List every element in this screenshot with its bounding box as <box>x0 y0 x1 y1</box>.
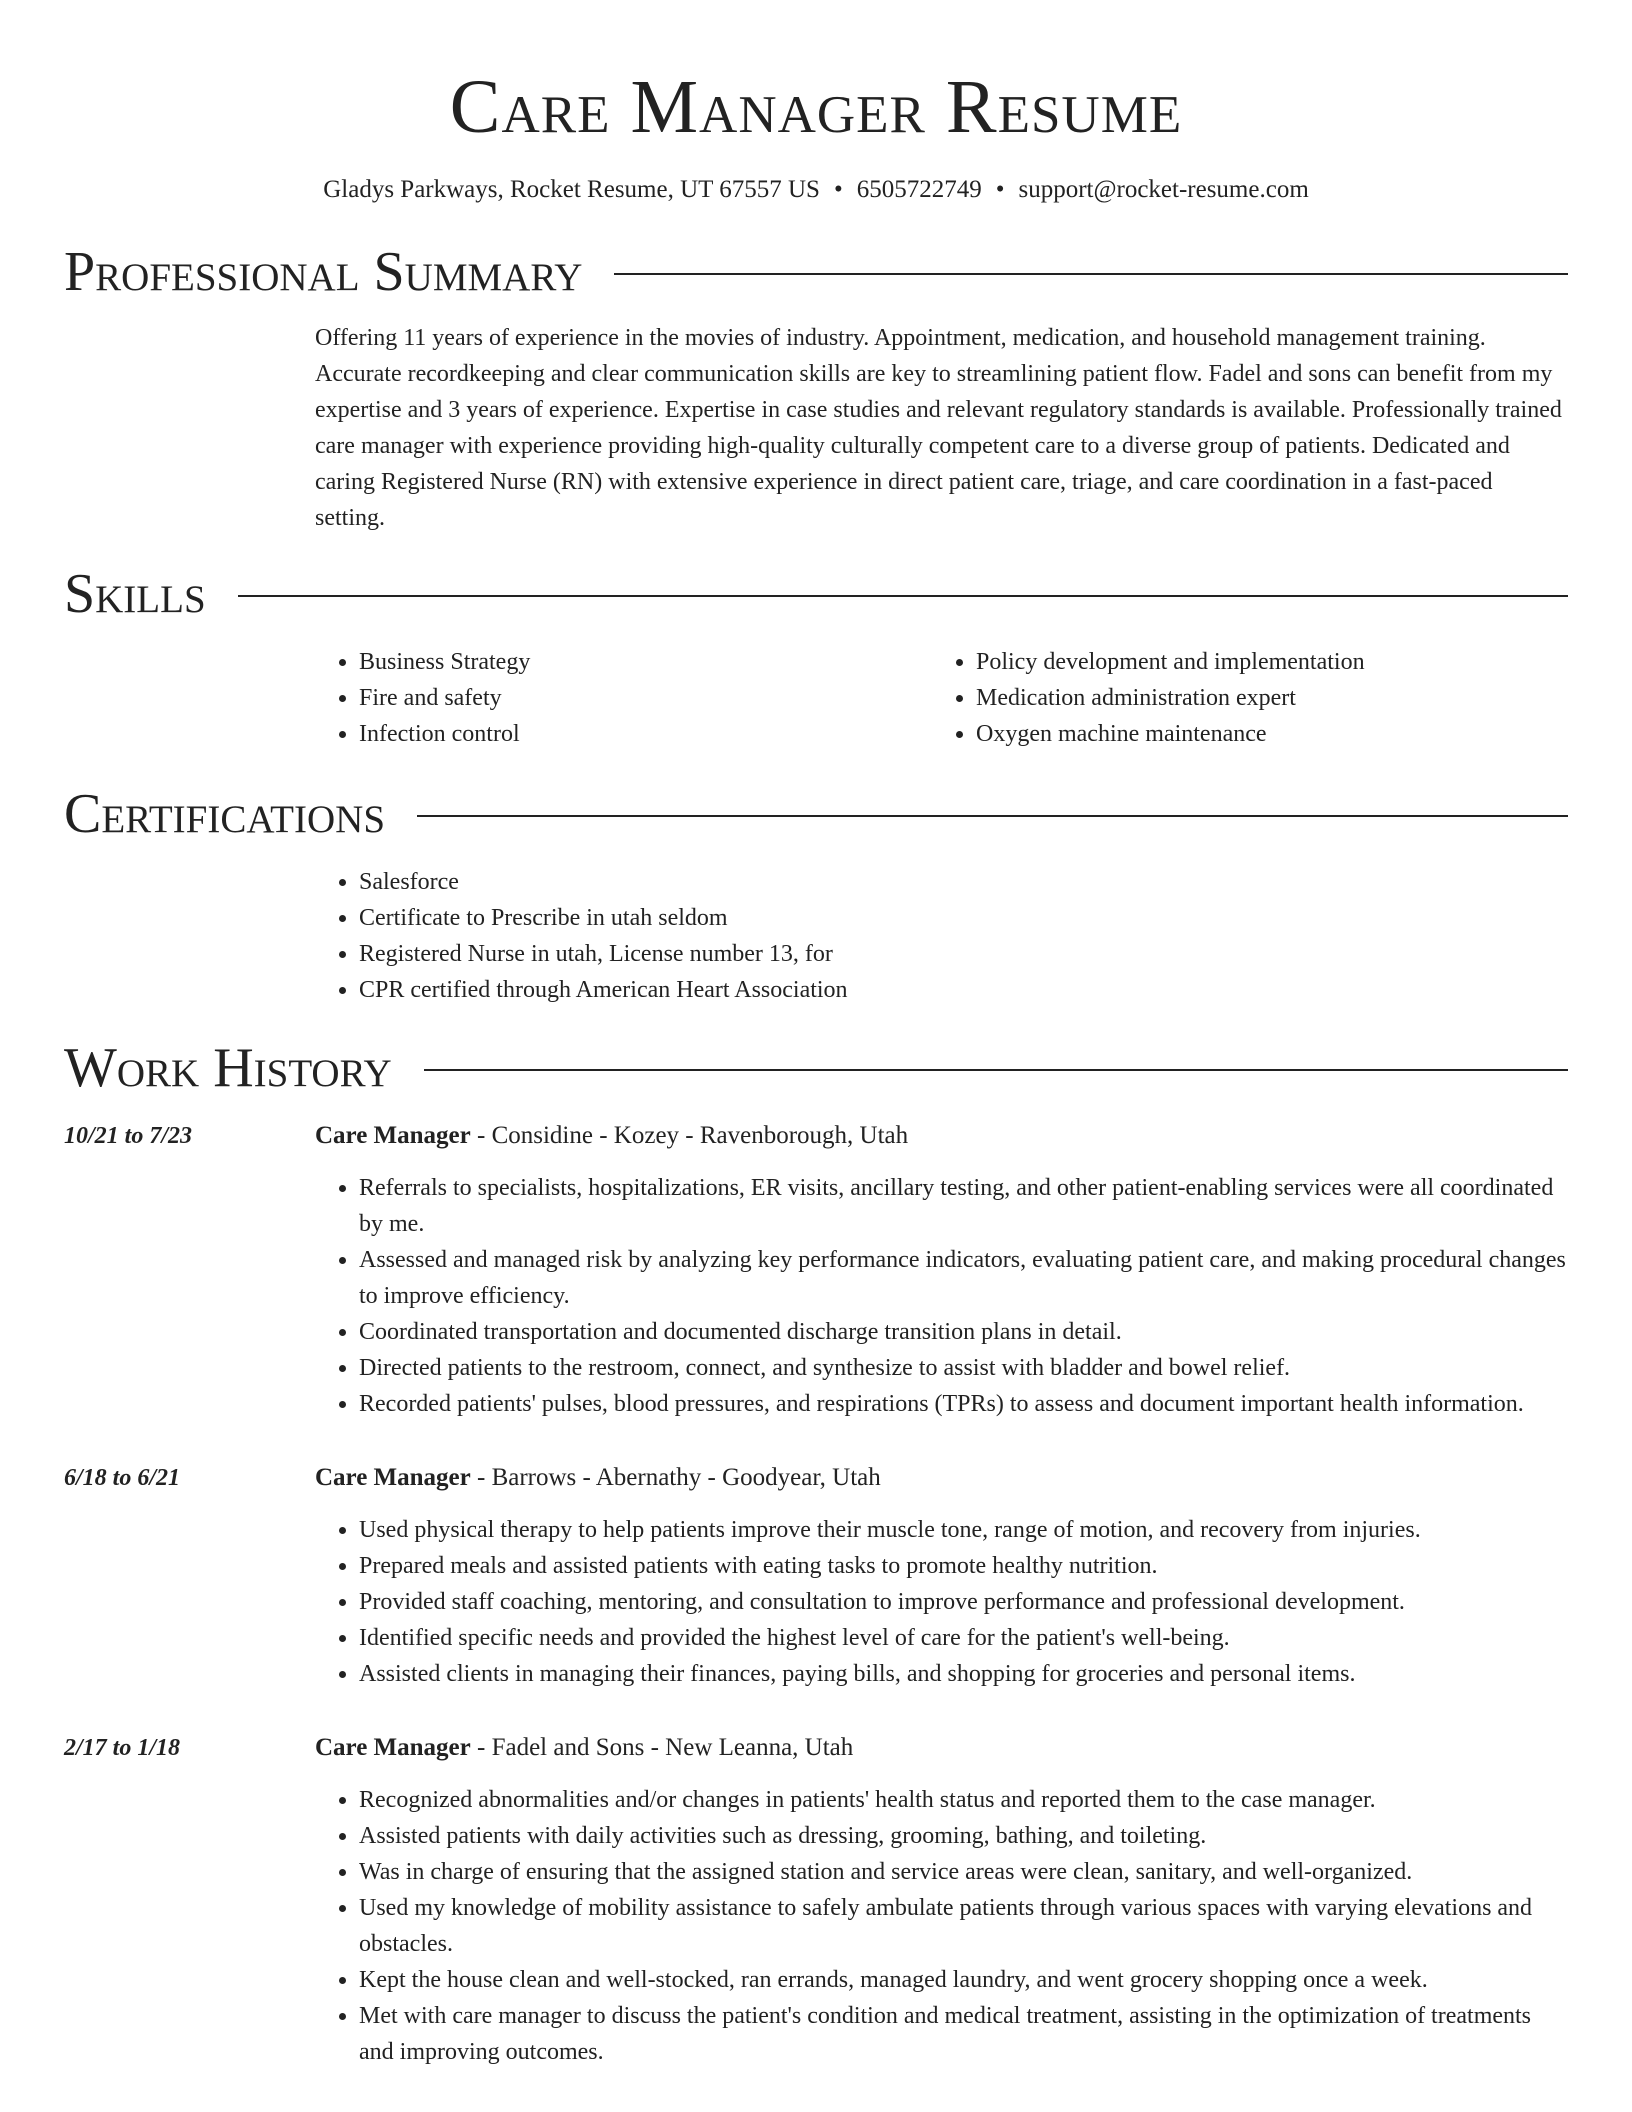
contact-email: support@rocket-resume.com <box>1018 176 1309 203</box>
job-dates: 2/17 to 1/18 <box>64 1735 181 1761</box>
skill-item: • Oxygen machine maintenance <box>976 716 1549 752</box>
resume-page <box>64 0 1568 2070</box>
job-entry <box>64 1730 1568 2070</box>
job-title: Care Manager <box>315 1734 471 1761</box>
job-bullet: • Recorded patients' pulses, blood pressures, and respirations (TPRs) to assess and document important health information. <box>359 1386 1568 1422</box>
section-header <box>64 1036 1568 1100</box>
skill-item: • Medication administration expert <box>976 680 1549 716</box>
contact-separator: • <box>833 176 843 203</box>
job-bullet: • Kept the house clean and well-stocked, ran errands, managed laundry, and went grocery shopping once a week. <box>359 1962 1568 1998</box>
skill-item: • Fire and safety <box>359 680 932 716</box>
job-bullet: • Provided staff coaching, mentoring, and consultation to improve performance and professional development. <box>359 1584 1568 1620</box>
contact-phone: 6505722749 <box>856 176 982 203</box>
job-entry <box>64 1118 1568 1422</box>
work-history-section <box>64 1036 1568 2070</box>
job-employer: - Barrows - Abernathy - Goodyear, Utah <box>470 1464 881 1491</box>
certifications-body <box>315 864 1568 1008</box>
certifications-heading: Certifications <box>64 783 386 845</box>
job-content <box>315 1118 1568 1422</box>
section-header <box>64 782 1568 846</box>
skills-column-left <box>315 644 932 752</box>
summary-body <box>315 320 1568 536</box>
job-employer: - Fadel and Sons - New Leanna, Utah <box>470 1734 854 1761</box>
job-content <box>315 1460 1568 1692</box>
contact-line <box>64 174 1568 206</box>
job-bullet: • Directed patients to the restroom, connect, and synthesize to assist with bladder and bowel relief. <box>359 1350 1568 1386</box>
section-header <box>64 240 1568 304</box>
certifications-section <box>64 782 1568 1008</box>
section-divider <box>417 815 1568 817</box>
work-history-heading: Work History <box>64 1037 392 1099</box>
section-divider <box>614 273 1568 275</box>
summary-text: Offering 11 years of experience in the movies of industry. Appointment, medication, and household management training. Accurate recordkeeping and clear communication skills are key to streamlining patient flow. Fadel and sons can benefit from my expertise and 3 years of experience. Expertise in case studies and relevant regulatory standards is available. Professionally trained care manager with experience providing high-quality culturally competent care to a diverse group of patients. Dedicated and caring Registered Nurse (RN) with extensive experience in direct patient care, triage, and care coordination in a fast-paced setting. <box>315 325 1562 531</box>
job-dates: 10/21 to 7/23 <box>64 1123 193 1149</box>
job-employer: - Considine - Kozey - Ravenborough, Utah <box>470 1122 909 1149</box>
job-bullet: • Recognized abnormalities and/or changes in patients' health status and reported them to the case manager. <box>359 1782 1568 1818</box>
skills-grid <box>315 644 1568 752</box>
contact-address: Gladys Parkways, Rocket Resume, UT 67557 US <box>323 176 820 203</box>
job-bullet: • Coordinated transportation and documented discharge transition plans in detail. <box>359 1314 1568 1350</box>
job-bullet: • Met with care manager to discuss the patient's condition and medical treatment, assisting in the optimization of treatments and improving outcomes. <box>359 1998 1568 2070</box>
job-bullet: • Was in charge of ensuring that the assigned station and service areas were clean, sanitary, and well-organized. <box>359 1854 1568 1890</box>
job-heading <box>315 1460 1568 1496</box>
job-bullet: • Prepared meals and assisted patients with eating tasks to promote healthy nutrition. <box>359 1548 1568 1584</box>
job-content <box>315 1730 1568 2070</box>
skills-heading: Skills <box>64 563 206 625</box>
job-entry <box>64 1460 1568 1692</box>
skills-section <box>64 562 1568 752</box>
certification-item: • CPR certified through American Heart Association <box>359 972 1568 1008</box>
section-divider <box>238 595 1568 597</box>
skill-item: • Business Strategy <box>359 644 932 680</box>
skill-item: • Infection control <box>359 716 932 752</box>
job-bullet: • Assisted clients in managing their finances, paying bills, and shopping for groceries and personal items. <box>359 1656 1568 1692</box>
job-heading <box>315 1118 1568 1154</box>
job-heading <box>315 1730 1568 1766</box>
summary-heading: Professional Summary <box>64 241 583 303</box>
skill-item: • Policy development and implementation <box>976 644 1549 680</box>
job-bullet: • Used physical therapy to help patients improve their muscle tone, range of motion, and recovery from injuries. <box>359 1512 1568 1548</box>
job-bullet: • Identified specific needs and provided the highest level of care for the patient's well-being. <box>359 1620 1568 1656</box>
job-title: Care Manager <box>315 1464 471 1491</box>
skills-body <box>315 644 1568 752</box>
job-title: Care Manager <box>315 1122 471 1149</box>
contact-separator: • <box>995 176 1005 203</box>
section-header <box>64 562 1568 626</box>
job-dates: 6/18 to 6/21 <box>64 1465 181 1491</box>
job-bullet: • Assessed and managed risk by analyzing key performance indicators, evaluating patient care, and making procedural changes to improve efficiency. <box>359 1242 1568 1314</box>
summary-section <box>64 240 1568 536</box>
certification-item: • Registered Nurse in utah, License number 13, for <box>359 936 1568 972</box>
section-divider <box>424 1069 1568 1071</box>
job-bullet: • Assisted patients with daily activities such as dressing, grooming, bathing, and toileting. <box>359 1818 1568 1854</box>
certification-item: • Certificate to Prescribe in utah seldom <box>359 900 1568 936</box>
resume-title: Care Manager Resume <box>449 65 1183 149</box>
skills-column-right <box>932 644 1549 752</box>
job-bullet: • Used my knowledge of mobility assistance to safely ambulate patients through various spaces with varying elevations and obstacles. <box>359 1890 1568 1962</box>
job-bullet: • Referrals to specialists, hospitalizations, ER visits, ancillary testing, and other patient-enabling services were all coordinated by me. <box>359 1170 1568 1242</box>
certification-item: • Salesforce <box>359 864 1568 900</box>
